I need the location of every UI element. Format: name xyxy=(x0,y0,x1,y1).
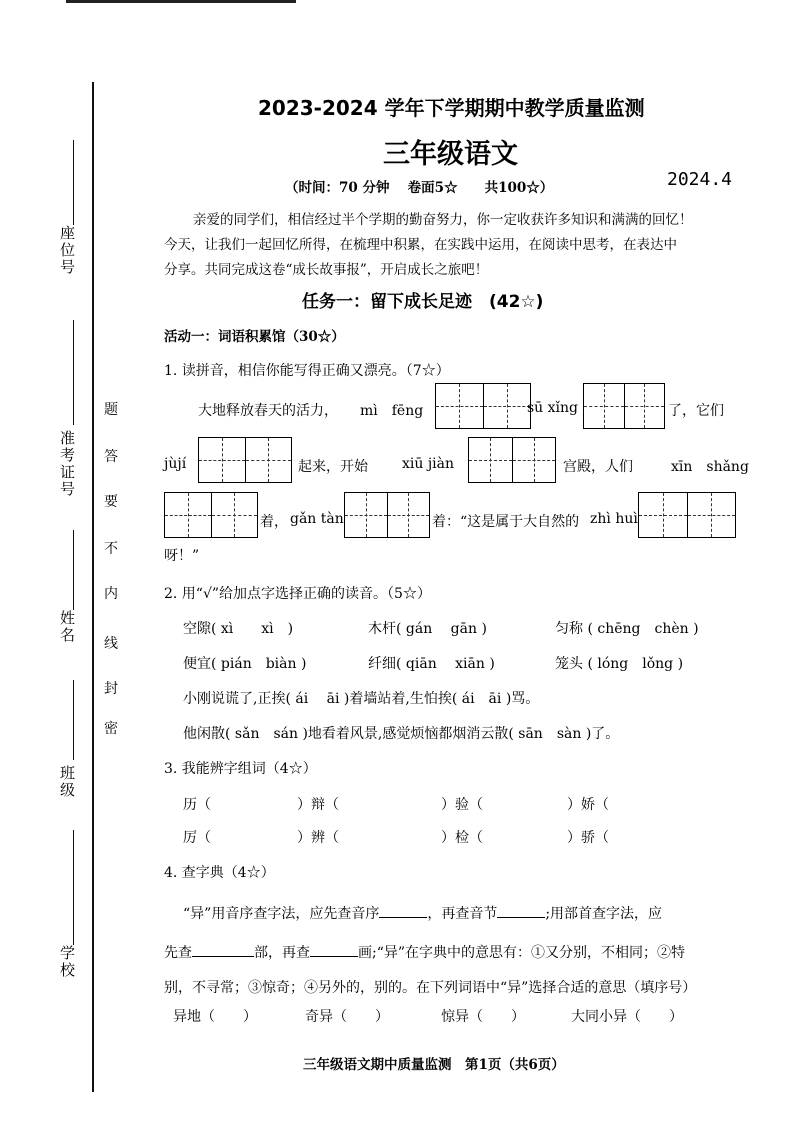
q4-text: ，再查音节 xyxy=(427,906,498,922)
q4-text: 先查 xyxy=(164,945,192,961)
exam-no-label: 准考证号 xyxy=(58,430,76,498)
seal-char: 线 xyxy=(104,636,118,652)
q2-item[interactable]: 空隙( xì xì ) xyxy=(183,621,294,637)
task1-heading: 任务一：留下成长足迹 (42☆) xyxy=(302,292,544,312)
q4-line: 别，不寻常；③惊奇；④另外的，别的。在下列词语中“异”选择合适的意思（填序号） xyxy=(164,980,697,996)
school-label: 学校 xyxy=(58,945,76,979)
q3-blank[interactable]: ）验（ xyxy=(441,797,483,813)
q2-item[interactable]: 纤细( qiān xiān ) xyxy=(368,656,495,672)
class-underline xyxy=(73,680,74,760)
pinyin: xiū jiàn xyxy=(402,456,455,472)
exam-date: 2024.4 xyxy=(667,169,733,190)
q3-blank[interactable]: 历（ xyxy=(183,797,211,813)
q3-blank[interactable]: ）骄（ xyxy=(567,830,609,846)
q4-text: ;用部首查字法，应 xyxy=(545,906,663,922)
writing-grid[interactable] xyxy=(435,383,531,429)
seal-char: 密 xyxy=(104,721,118,737)
answer-blank[interactable] xyxy=(379,903,427,918)
q2-item[interactable]: 便宜( pián biàn ) xyxy=(183,656,307,672)
q2-sentence[interactable]: 他闲散( sǎn sán )地看着风景,感觉烦恼都烟消云散( sān sàn )了。 xyxy=(183,726,620,742)
seat-underline xyxy=(73,140,74,225)
intro-line: 今天，让我们一起回忆所得，在梳理中积累，在实践中运用，在阅读中思考，在表达中 xyxy=(164,237,677,253)
school-underline xyxy=(73,830,74,945)
binding-line xyxy=(92,82,94,1092)
q4-word[interactable]: 奇异（ ） xyxy=(305,1009,389,1025)
pinyin: zhì huì xyxy=(590,511,638,527)
q3-blank[interactable]: ）辨（ xyxy=(297,830,339,846)
seal-char: 题 xyxy=(104,402,118,418)
writing-grid[interactable] xyxy=(198,437,292,483)
pinyin: gǎn tàn xyxy=(290,511,344,527)
answer-blank[interactable] xyxy=(310,942,358,957)
q1-text: 了，它们 xyxy=(668,403,724,419)
q1-text: 大地释放春天的活力， xyxy=(198,403,338,419)
pinyin: jùjí xyxy=(164,456,187,472)
q4-line xyxy=(164,942,685,962)
q2-item[interactable]: 笼头 ( lóng lǒng ) xyxy=(555,656,684,672)
seal-char: 不 xyxy=(104,541,118,557)
q1-text: 起来，开始 xyxy=(298,459,368,475)
q1-text: 着， xyxy=(260,514,288,530)
top-edge-line xyxy=(66,0,296,3)
writing-grid[interactable] xyxy=(468,437,556,483)
q4-text: “异”用音序查字法，应先查音序 xyxy=(183,906,380,922)
writing-grid[interactable] xyxy=(344,492,430,538)
pinyin: xīn shǎng xyxy=(671,459,749,475)
q3-blank[interactable]: 厉（ xyxy=(183,830,211,846)
q2-stem: 2. 用“√”给加点字选择正确的读音。（5☆） xyxy=(164,586,431,602)
intro-line: 分享。共同完成这卷“成长故事报”，开启成长之旅吧！ xyxy=(164,262,489,278)
intro-line: 亲爱的同学们，相信经过半个学期的勤奋努力，你一定收获许多知识和满满的回忆！ xyxy=(193,212,693,228)
name-underline xyxy=(73,530,74,610)
exam-title: 2023-2024 学年下学期期中教学质量监测 xyxy=(258,96,645,120)
pinyin: mì fēng xyxy=(360,403,424,419)
writing-grid[interactable] xyxy=(583,383,665,429)
class-label: 班级 xyxy=(58,765,76,799)
q2-item[interactable]: 木杆( gán gān ) xyxy=(368,621,487,637)
writing-grid[interactable] xyxy=(164,492,258,538)
pinyin: sū xǐng xyxy=(527,400,579,416)
seal-char: 内 xyxy=(104,586,118,602)
seal-char: 要 xyxy=(104,494,118,510)
q3-blank[interactable]: ）检（ xyxy=(441,830,483,846)
q1-text: 呀！” xyxy=(164,548,200,564)
q3-blank[interactable]: ）辩（ xyxy=(297,797,339,813)
activity1-heading: 活动一：词语积累馆（30☆） xyxy=(164,329,345,345)
exam-no-underline xyxy=(73,320,74,425)
q4-text: 部，再查 xyxy=(254,945,310,961)
seal-char: 封 xyxy=(104,681,118,697)
q4-word[interactable]: 大同小异（ ） xyxy=(571,1009,683,1025)
answer-blank[interactable] xyxy=(497,903,545,918)
q4-line xyxy=(183,903,662,923)
q4-word[interactable]: 异地（ ） xyxy=(173,1009,257,1025)
answer-blank[interactable] xyxy=(192,942,254,957)
q2-sentence[interactable]: 小刚说谎了,正挨( ái āi )着墙站着,生怕挨( ái āi )骂。 xyxy=(183,691,540,707)
q2-item[interactable]: 匀称 ( chēng chèn ) xyxy=(555,621,699,637)
q3-blank[interactable]: ）娇（ xyxy=(567,797,609,813)
q1-text: 着：“这是属于大自然的 xyxy=(432,514,580,530)
q3-stem: 3. 我能辨字组词（4☆） xyxy=(164,761,317,777)
q1-text: 宫殿，人们 xyxy=(563,459,633,475)
exam-info: （时间：70 分钟 卷面5☆ 共100☆） xyxy=(285,180,554,196)
q4-text: 画;“异”在字典中的意思有：①又分别，不相同；②特 xyxy=(358,945,686,961)
writing-grid[interactable] xyxy=(638,492,736,538)
name-label: 姓名 xyxy=(58,610,76,644)
q1-stem: 1. 读拼音，相信你能写得正确又漂亮。（7☆） xyxy=(164,363,450,379)
subject-title: 三年级语文 xyxy=(383,139,518,170)
seat-label: 座位号 xyxy=(58,225,76,276)
seal-char: 答 xyxy=(104,449,118,465)
q4-word[interactable]: 惊异（ ） xyxy=(441,1009,525,1025)
q4-stem: 4. 查字典（4☆） xyxy=(164,865,275,881)
page-footer: 三年级语文期中质量监测 第1页（共6页） xyxy=(303,1057,565,1073)
